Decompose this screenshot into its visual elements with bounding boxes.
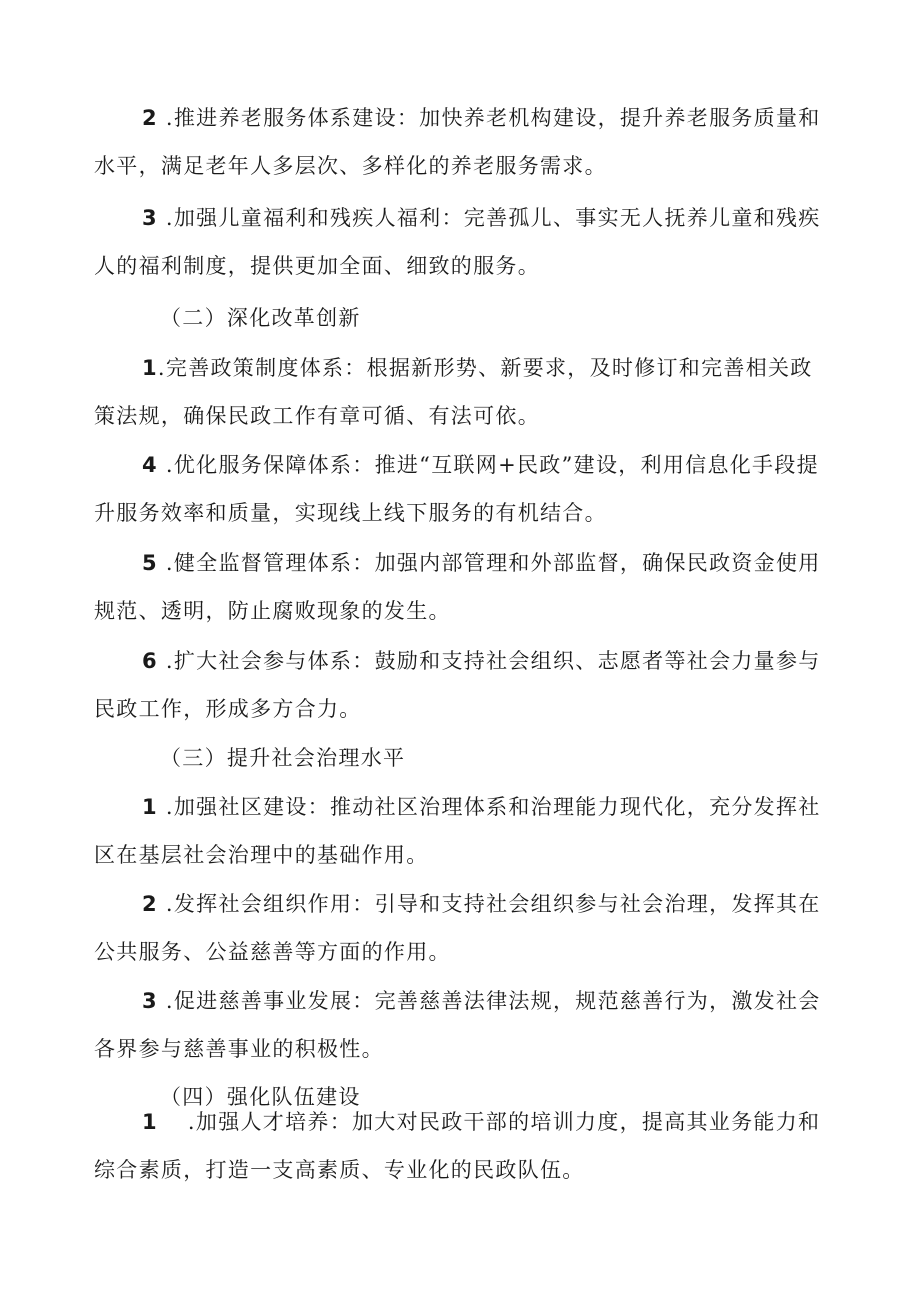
item-number: 2 <box>142 892 158 916</box>
item-separator: . <box>157 989 174 1013</box>
paragraph-item <box>94 977 834 1073</box>
item-text: 加强社区建设：推动社区治理体系和治理能力现代化，充分发挥社区在基层社会治理中的基础作用。 <box>94 795 821 867</box>
item-text: 完善政策制度体系：根据新形势、新要求，及时修订和完善相关政策法规，确保民政工作有章可循、有法可依。 <box>94 356 813 428</box>
item-separator: . <box>157 892 174 916</box>
paragraph-item <box>94 539 834 635</box>
item-text: 发挥社会组织作用：引导和支持社会组织参与社会治理，发挥其在公共服务、公益慈善等方面的作用。 <box>94 892 821 964</box>
section-heading: （二）深化改革创新 <box>160 306 361 330</box>
item-text: 推进养老服务体系建设：加快养老机构建设，提升养老服务质量和水平，满足老年人多层次、多样化的养老服务需求。 <box>94 106 821 178</box>
item-number: 4 <box>142 453 158 477</box>
item-separator: . <box>157 551 174 575</box>
item-text: 促进慈善事业发展：完善慈善法律法规，规范慈善行为，激发社会各界参与慈善事业的积极性。 <box>94 989 821 1061</box>
item-number: 2 <box>142 106 158 130</box>
item-separator: . <box>157 649 174 673</box>
item-number: 1 <box>142 795 158 819</box>
item-text: 优化服务保障体系：推进“互联网+民政”建设，利用信息化手段提升服务效率和质量，实现线上线下服务的有机结合。 <box>94 453 819 525</box>
item-text: 健全监督管理体系：加强内部管理和外部监督，确保民政资金使用规范、透明，防止腐败现象的发生。 <box>94 551 821 623</box>
paragraph-item <box>94 94 834 190</box>
item-text: 扩大社会参与体系：鼓励和支持社会组织、志愿者等社会力量参与民政工作，形成多方合力。 <box>94 649 821 721</box>
paragraph-item <box>94 344 834 440</box>
paragraph-item <box>94 441 834 537</box>
paragraph-item <box>94 880 834 976</box>
item-number: 3 <box>142 989 158 1013</box>
section-heading: （三）提升社会治理水平 <box>160 746 406 770</box>
item-separator: . <box>187 1110 196 1134</box>
item-text: 加强儿童福利和残疾人福利：完善孤儿、事实无人抚养儿童和残疾人的福利制度，提供更加全面、细致的服务。 <box>94 206 821 278</box>
paragraph-item <box>94 783 834 879</box>
item-number: 1 <box>142 1110 158 1134</box>
item-number: 1 <box>142 356 158 380</box>
paragraph-item <box>94 1098 834 1194</box>
item-separator: . <box>157 453 174 477</box>
item-number: 6 <box>142 649 158 673</box>
item-separator: . <box>157 795 174 819</box>
item-separator: . <box>157 356 166 380</box>
section-heading: （四）强化队伍建设 <box>160 1085 361 1109</box>
item-text: 加强人才培养：加大对民政干部的培训力度，提高其业务能力和综合素质，打造一支高素质、专业化的民政队伍。 <box>94 1110 821 1182</box>
paragraph-item <box>94 194 834 290</box>
paragraph-item <box>94 637 834 733</box>
item-separator: . <box>157 106 174 130</box>
item-separator: . <box>157 206 174 230</box>
item-number: 5 <box>142 551 158 575</box>
item-number: 3 <box>142 206 158 230</box>
